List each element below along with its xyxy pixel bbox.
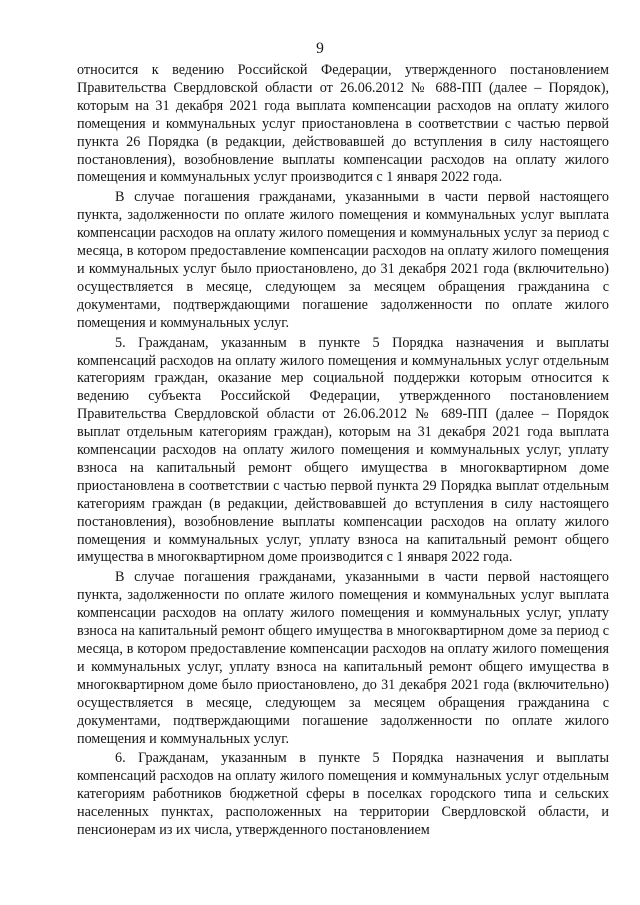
paragraph-debt-repayment-item-4: В случае погашения гражданами, указанными в части первой настоящего пункта, задолженности по оплате жилого помещения и коммунальных услуг выплата компенсации расходов на оплату жилого помещения и коммунальных услуг за период с месяца, в котором предоставление компенсации расходов на оплату жилого помещения и коммунальных услуг было приостановлено, до 31 декабря 2021 года (включительно) осуществляется в месяце, следующем за месяцем обращения гражданина с документами, подтверждающими погашение задолженности по оплате жилого помещения и коммунальных услуг. — [77, 189, 609, 331]
document-body — [77, 62, 609, 840]
paragraph-item-6: 6. Гражданам, указанным в пункте 5 Порядка назначения и выплаты компенсаций расходов на оплату жилого помещения и коммунальных услуг отдельным категориям работников бюджетной сферы в поселках городского типа и сельских населенных пунктах, расположенных на территории Свердловской области, и пенсионерам из их числа, утвержденного постановлением — [77, 750, 609, 839]
paragraph-debt-repayment-item-5: В случае погашения гражданами, указанными в части первой настоящего пункта, задолженности по оплате жилого помещения и коммунальных услуг выплата компенсации расходов на оплату жилого помещения и коммунальных услуг, уплату взноса на капитальный ремонт общего имущества в многоквартирном доме за период с месяца, в котором предоставление компенсации расходов на оплату жилого помещения и коммунальных услуг, уплату взноса на капитальный ремонт общего имущества в многоквартирном доме было приостановлено, до 31 декабря 2021 года (включительно) осуществляется в месяце, следующем за месяцем обращения гражданина с документами, подтверждающими погашение задолженности по оплате жилого помещения и коммунальных услуг. — [77, 569, 609, 747]
paragraph-item-5: 5. Гражданам, указанным в пункте 5 Порядка назначения и выплаты компенсаций расходов на оплату жилого помещения и коммунальных услуг отдельным категориям граждан, оказание мер социальной поддержки которым относится к ведению субъекта Российской Федерации, утвержденного постановлением Правительства Свердловской области от 26.06.2012 № 689-ПП (далее – Порядок выплат отдельным категориям граждан), которым на 31 декабря 2021 года выплата компенсации расходов на оплату жилого помещения и коммунальных услуг, уплату взноса на капитальный ремонт общего имущества в многоквартирном доме приостановлена в соответствии с частью первой пункта 29 Порядка выплат отдельным категориям граждан (в редакции, действовавшей до вступления в силу настоящего постановления), возобновление выплаты компенсации расходов на оплату жилого помещения и коммунальных услуг, уплату взноса на капитальный ремонт общего имущества в многоквартирном доме производится с 1 января 2022 года. — [77, 334, 609, 566]
page-number: 9 — [316, 40, 324, 57]
paragraph-continuation: относится к ведению Российской Федерации, утвержденного постановлением Правительства Свердловской области от 26.06.2012 № 688-ПП (далее – Порядок), которым на 31 декабря 2021 года выплата компенсации расходов на оплату жилого помещения и коммунальных услуг приостановлена в соответствии с частью первой пункта 26 Порядка (в редакции, действовавшей до вступления в силу настоящего постановления), возобновление выплаты компенсации расходов на оплату жилого помещения и коммунальных услуг производится с 1 января 2022 года. — [77, 62, 609, 186]
